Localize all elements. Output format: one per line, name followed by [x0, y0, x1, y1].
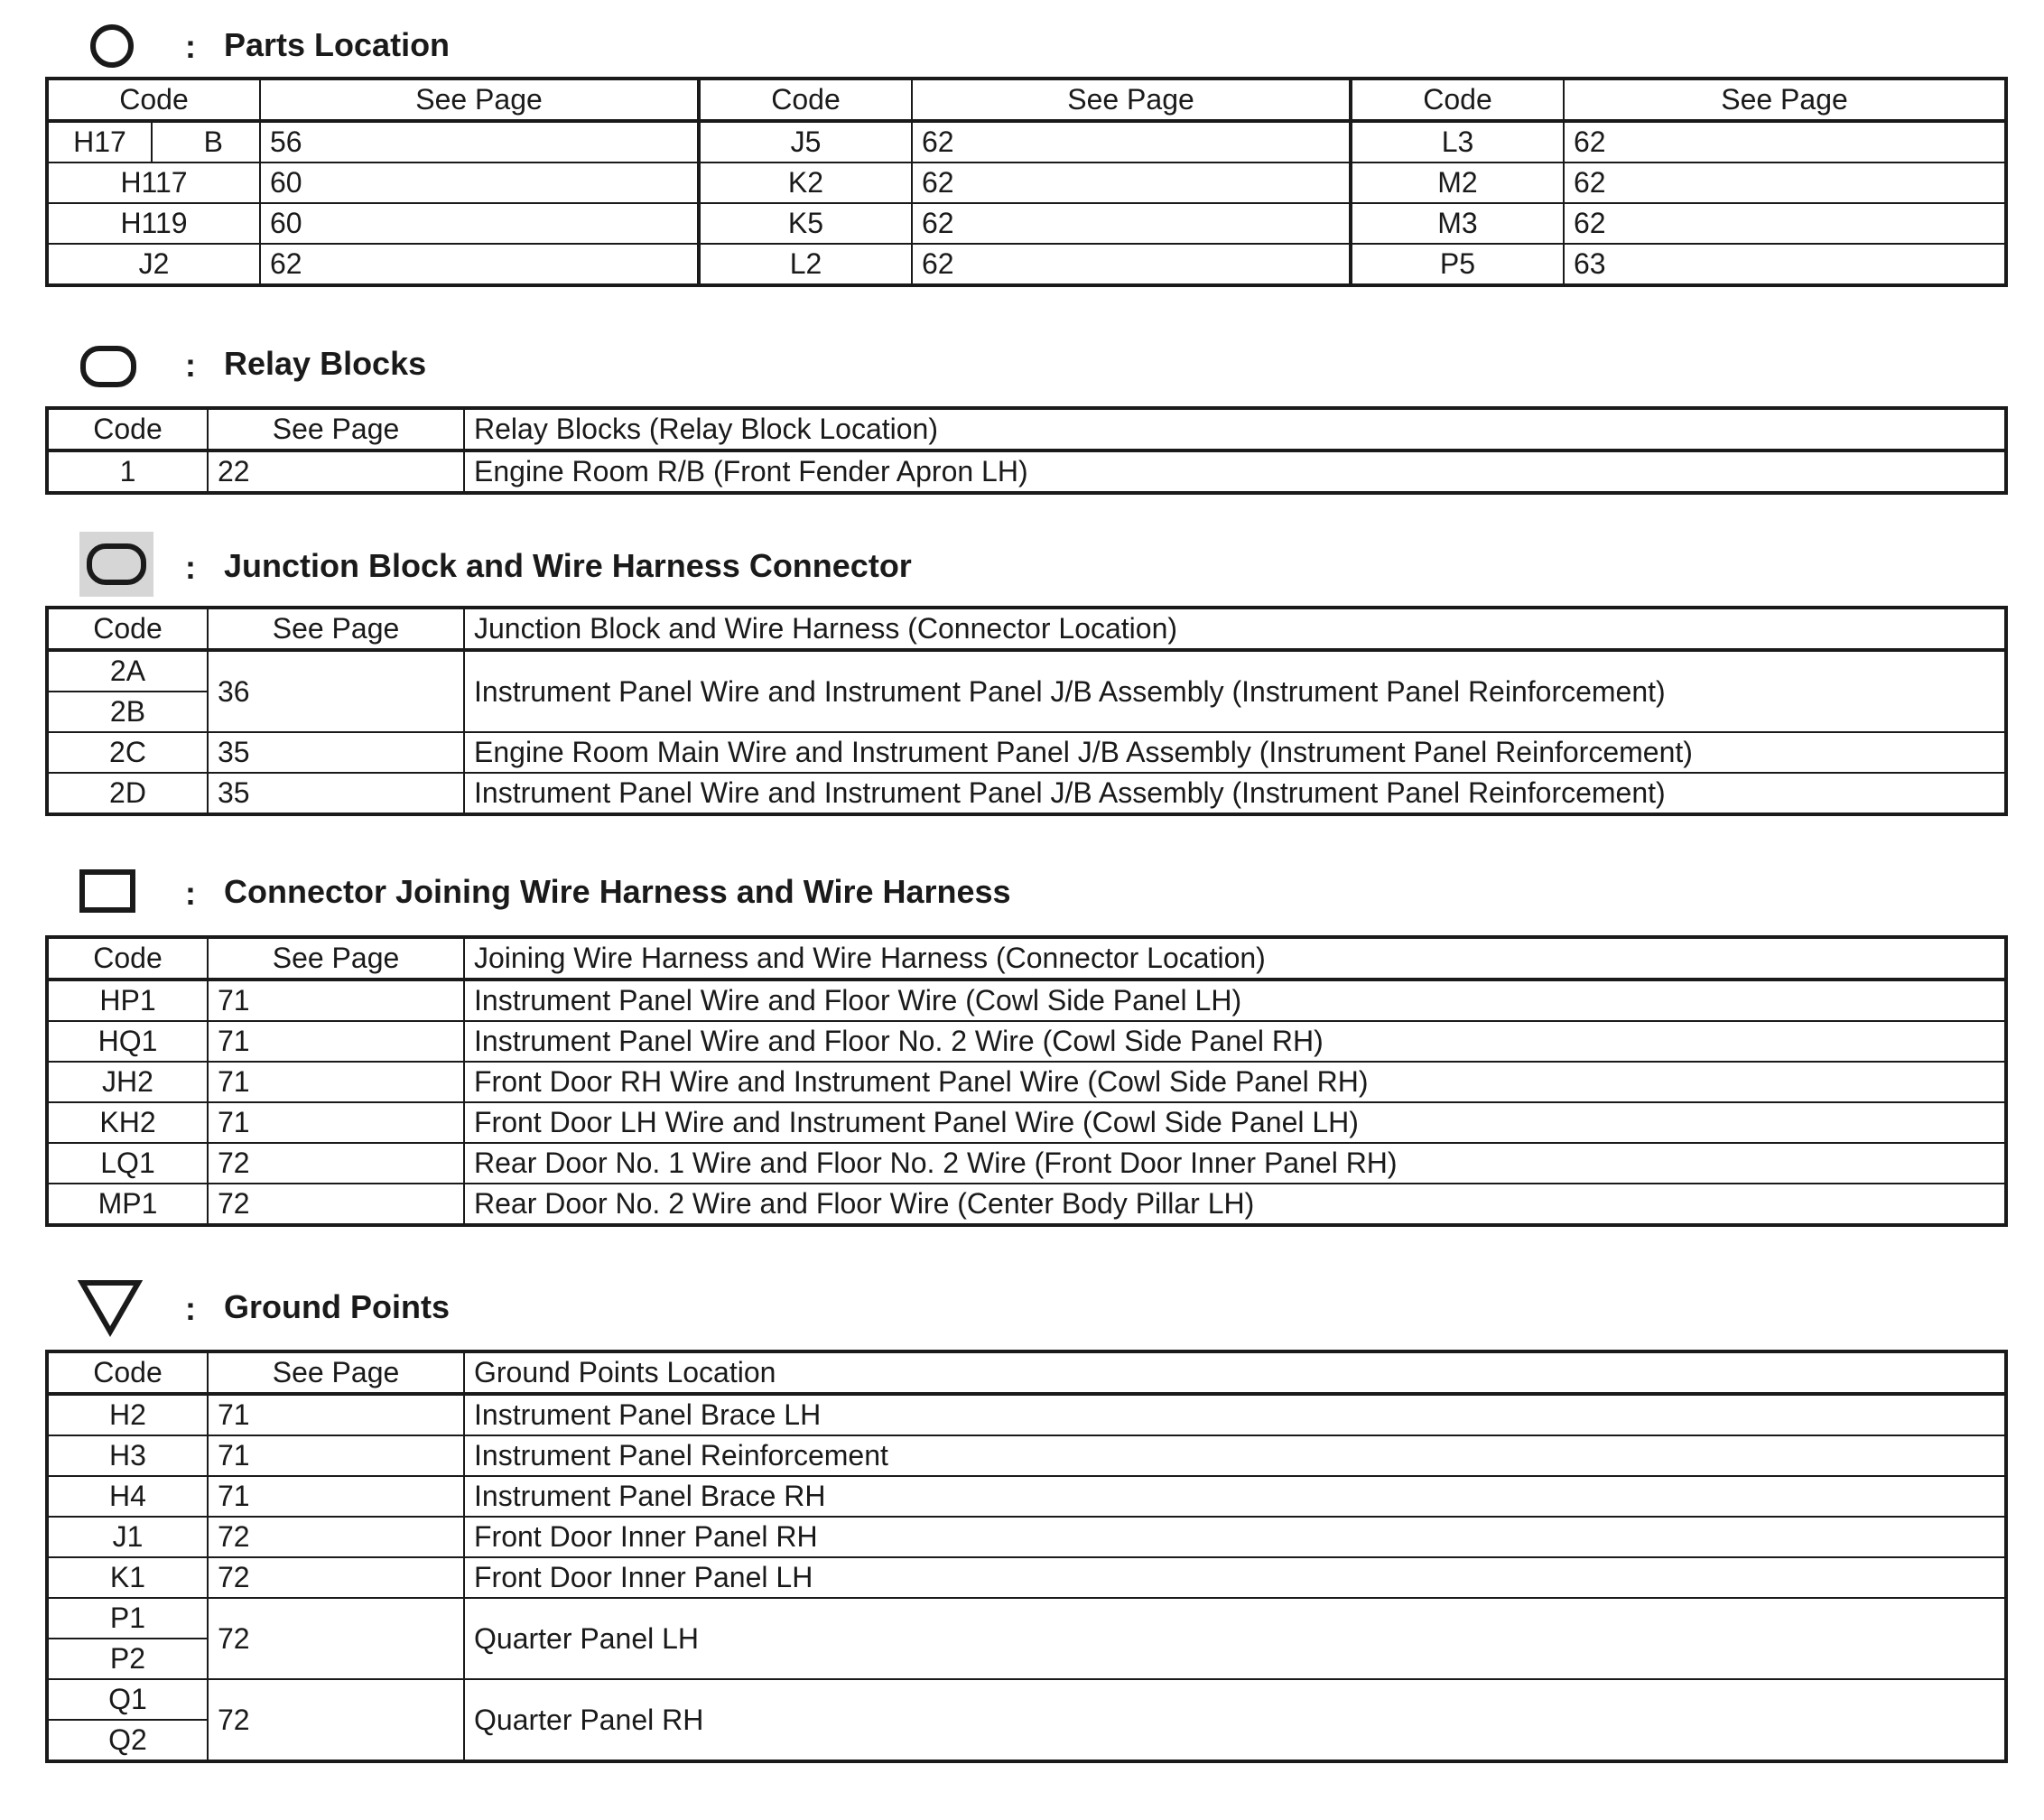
code-cell: P1 — [47, 1598, 208, 1639]
page-cell: 71 — [208, 980, 464, 1021]
code-cell: L2 — [699, 244, 912, 285]
table-row — [47, 1598, 2006, 1639]
page-cell: 35 — [208, 773, 464, 814]
location-cell: Instrument Panel Brace RH — [464, 1476, 2006, 1517]
colon: : — [185, 28, 196, 65]
code-cell: Q2 — [47, 1720, 208, 1761]
page-cell: 22 — [208, 450, 464, 493]
code-cell: J1 — [47, 1517, 208, 1557]
section-title: Junction Block and Wire Harness Connector — [224, 547, 912, 584]
page-cell: 72 — [208, 1679, 464, 1761]
table-row — [47, 121, 2006, 162]
location-cell: Front Door LH Wire and Instrument Panel Wire (Cowl Side Panel LH) — [464, 1102, 2006, 1143]
header-code: Code — [699, 79, 912, 121]
page-cell: 71 — [208, 1476, 464, 1517]
header-code: Code — [47, 608, 208, 650]
connector-joining-heading — [0, 862, 2044, 925]
page-cell: 62 — [1564, 162, 2006, 203]
page-cell: 56 — [260, 121, 699, 162]
header-code: Code — [47, 79, 260, 121]
header-code: Code — [1351, 79, 1564, 121]
location-cell: Rear Door No. 2 Wire and Floor Wire (Center Body Pillar LH) — [464, 1184, 2006, 1225]
code-cell: H119 — [47, 203, 260, 244]
table-header-row — [47, 1351, 2006, 1394]
table-row — [47, 732, 2006, 773]
circle-icon — [88, 23, 135, 70]
page-cell: 72 — [208, 1517, 464, 1557]
table-header-row — [47, 608, 2006, 650]
table-row — [47, 162, 2006, 203]
code-cell: P5 — [1351, 244, 1564, 285]
page-cell: 71 — [208, 1021, 464, 1062]
colon: : — [185, 875, 196, 912]
location-cell: Instrument Panel Wire and Instrument Panel J/B Assembly (Instrument Panel Reinforcement) — [464, 773, 2006, 814]
shaded-rounded-rect-icon — [79, 532, 153, 597]
code-cell: H117 — [47, 162, 260, 203]
table-row — [47, 203, 2006, 244]
code-cell: J2 — [47, 244, 260, 285]
code-cell: 2D — [47, 773, 208, 814]
ground-points-table — [45, 1350, 2008, 1763]
table-row — [47, 450, 2006, 493]
page-cell: 72 — [208, 1598, 464, 1679]
section-title: Ground Points — [224, 1288, 450, 1325]
table-row — [47, 1184, 2006, 1225]
code-cell: Q1 — [47, 1679, 208, 1720]
code-cell: 2C — [47, 732, 208, 773]
location-cell: Front Door RH Wire and Instrument Panel Wire (Cowl Side Panel RH) — [464, 1062, 2006, 1102]
page-cell: 62 — [912, 244, 1351, 285]
header-code: Code — [47, 408, 208, 450]
location-cell: Rear Door No. 1 Wire and Floor No. 2 Wire (Front Door Inner Panel RH) — [464, 1143, 2006, 1184]
code-cell: MP1 — [47, 1184, 208, 1225]
code-cell: H2 — [47, 1394, 208, 1435]
ground-points-heading — [0, 1277, 2044, 1341]
header-see-page: See Page — [912, 79, 1351, 121]
parts-location-heading — [0, 18, 2044, 81]
triangle-down-icon — [78, 1277, 143, 1337]
colon: : — [185, 1290, 196, 1327]
table-row — [47, 650, 2006, 692]
page-cell: 62 — [912, 162, 1351, 203]
section-title: Parts Location — [224, 26, 451, 63]
code-cell: JH2 — [47, 1062, 208, 1102]
code-cell: K1 — [47, 1557, 208, 1598]
section-title: Connector Joining Wire Harness and Wire Harness — [224, 873, 1011, 910]
page-cell: 71 — [208, 1394, 464, 1435]
table-row — [47, 244, 2006, 285]
page-cell: 72 — [208, 1184, 464, 1225]
table-row — [47, 1062, 2006, 1102]
table-row — [47, 773, 2006, 814]
location-cell: Quarter Panel RH — [464, 1679, 2006, 1761]
page-cell: 60 — [260, 162, 699, 203]
page-cell: 71 — [208, 1102, 464, 1143]
code-cell: 2B — [47, 692, 208, 732]
page-cell: 62 — [912, 121, 1351, 162]
page-cell: 72 — [208, 1143, 464, 1184]
page-cell: 71 — [208, 1062, 464, 1102]
junction-block-heading — [0, 528, 2044, 591]
header-location: Junction Block and Wire Harness (Connector Location) — [464, 608, 2006, 650]
location-cell: Instrument Panel Reinforcement — [464, 1435, 2006, 1476]
page-cell: 36 — [208, 650, 464, 732]
section-title: Relay Blocks — [224, 345, 427, 382]
header-code: Code — [47, 937, 208, 980]
code-cell: HP1 — [47, 980, 208, 1021]
code-cell: P2 — [47, 1639, 208, 1679]
location-cell: Instrument Panel Wire and Floor Wire (Cowl Side Panel LH) — [464, 980, 2006, 1021]
page-cell: 60 — [260, 203, 699, 244]
rectangle-icon — [79, 869, 135, 915]
code-cell: J5 — [699, 121, 912, 162]
header-see-page: See Page — [208, 1351, 464, 1394]
header-see-page: See Page — [1564, 79, 2006, 121]
page-cell: 71 — [208, 1435, 464, 1476]
header-see-page: See Page — [208, 608, 464, 650]
connector-joining-table — [45, 935, 2008, 1227]
header-see-page: See Page — [208, 937, 464, 980]
colon: : — [185, 549, 196, 586]
header-see-page: See Page — [260, 79, 699, 121]
table-row — [47, 1557, 2006, 1598]
page-cell: 62 — [912, 203, 1351, 244]
table-row — [47, 1517, 2006, 1557]
location-cell: Engine Room R/B (Front Fender Apron LH) — [464, 450, 2006, 493]
code-cell: HQ1 — [47, 1021, 208, 1062]
table-row — [47, 980, 2006, 1021]
table-row — [47, 1102, 2006, 1143]
header-see-page: See Page — [208, 408, 464, 450]
code-cell: K2 — [699, 162, 912, 203]
location-cell: Instrument Panel Brace LH — [464, 1394, 2006, 1435]
table-row — [47, 1679, 2006, 1720]
colon: : — [185, 347, 196, 384]
code-cell: L3 — [1351, 121, 1564, 162]
code-cell: 2A — [47, 650, 208, 692]
header-location: Ground Points Location — [464, 1351, 2006, 1394]
code-cell: M3 — [1351, 203, 1564, 244]
table-row — [47, 1394, 2006, 1435]
page-cell: 72 — [208, 1557, 464, 1598]
table-header-row — [47, 408, 2006, 450]
code-cell: 1 — [47, 450, 208, 493]
table-header-row — [47, 937, 2006, 980]
location-cell: Front Door Inner Panel RH — [464, 1517, 2006, 1557]
page-cell: 62 — [1564, 121, 2006, 162]
code-cell: KH2 — [47, 1102, 208, 1143]
code-cell: H3 — [47, 1435, 208, 1476]
relay-blocks-heading — [0, 334, 2044, 397]
junction-block-table — [45, 606, 2008, 816]
code-cell: H17 — [47, 121, 152, 162]
table-header-row — [47, 79, 2006, 121]
location-cell: Front Door Inner Panel LH — [464, 1557, 2006, 1598]
parts-location-table — [45, 77, 2008, 287]
location-cell: Instrument Panel Wire and Floor No. 2 Wire (Cowl Side Panel RH) — [464, 1021, 2006, 1062]
table-row — [47, 1021, 2006, 1062]
page-cell: 62 — [260, 244, 699, 285]
location-cell: Instrument Panel Wire and Instrument Panel J/B Assembly (Instrument Panel Reinforcement) — [464, 650, 2006, 732]
code-cell: M2 — [1351, 162, 1564, 203]
table-row — [47, 1143, 2006, 1184]
location-cell: Engine Room Main Wire and Instrument Panel J/B Assembly (Instrument Panel Reinforcement) — [464, 732, 2006, 773]
header-location: Relay Blocks (Relay Block Location) — [464, 408, 2006, 450]
header-code: Code — [47, 1351, 208, 1394]
page-cell: 35 — [208, 732, 464, 773]
code-cell: K5 — [699, 203, 912, 244]
rounded-rect-icon — [79, 345, 137, 388]
table-row — [47, 1476, 2006, 1517]
table-row — [47, 1435, 2006, 1476]
header-location: Joining Wire Harness and Wire Harness (Connector Location) — [464, 937, 2006, 980]
page-cell: 62 — [1564, 203, 2006, 244]
location-cell: Quarter Panel LH — [464, 1598, 2006, 1679]
code-sub-cell: B — [152, 121, 260, 162]
code-cell: LQ1 — [47, 1143, 208, 1184]
relay-blocks-table — [45, 406, 2008, 495]
code-cell: H4 — [47, 1476, 208, 1517]
page-cell: 63 — [1564, 244, 2006, 285]
